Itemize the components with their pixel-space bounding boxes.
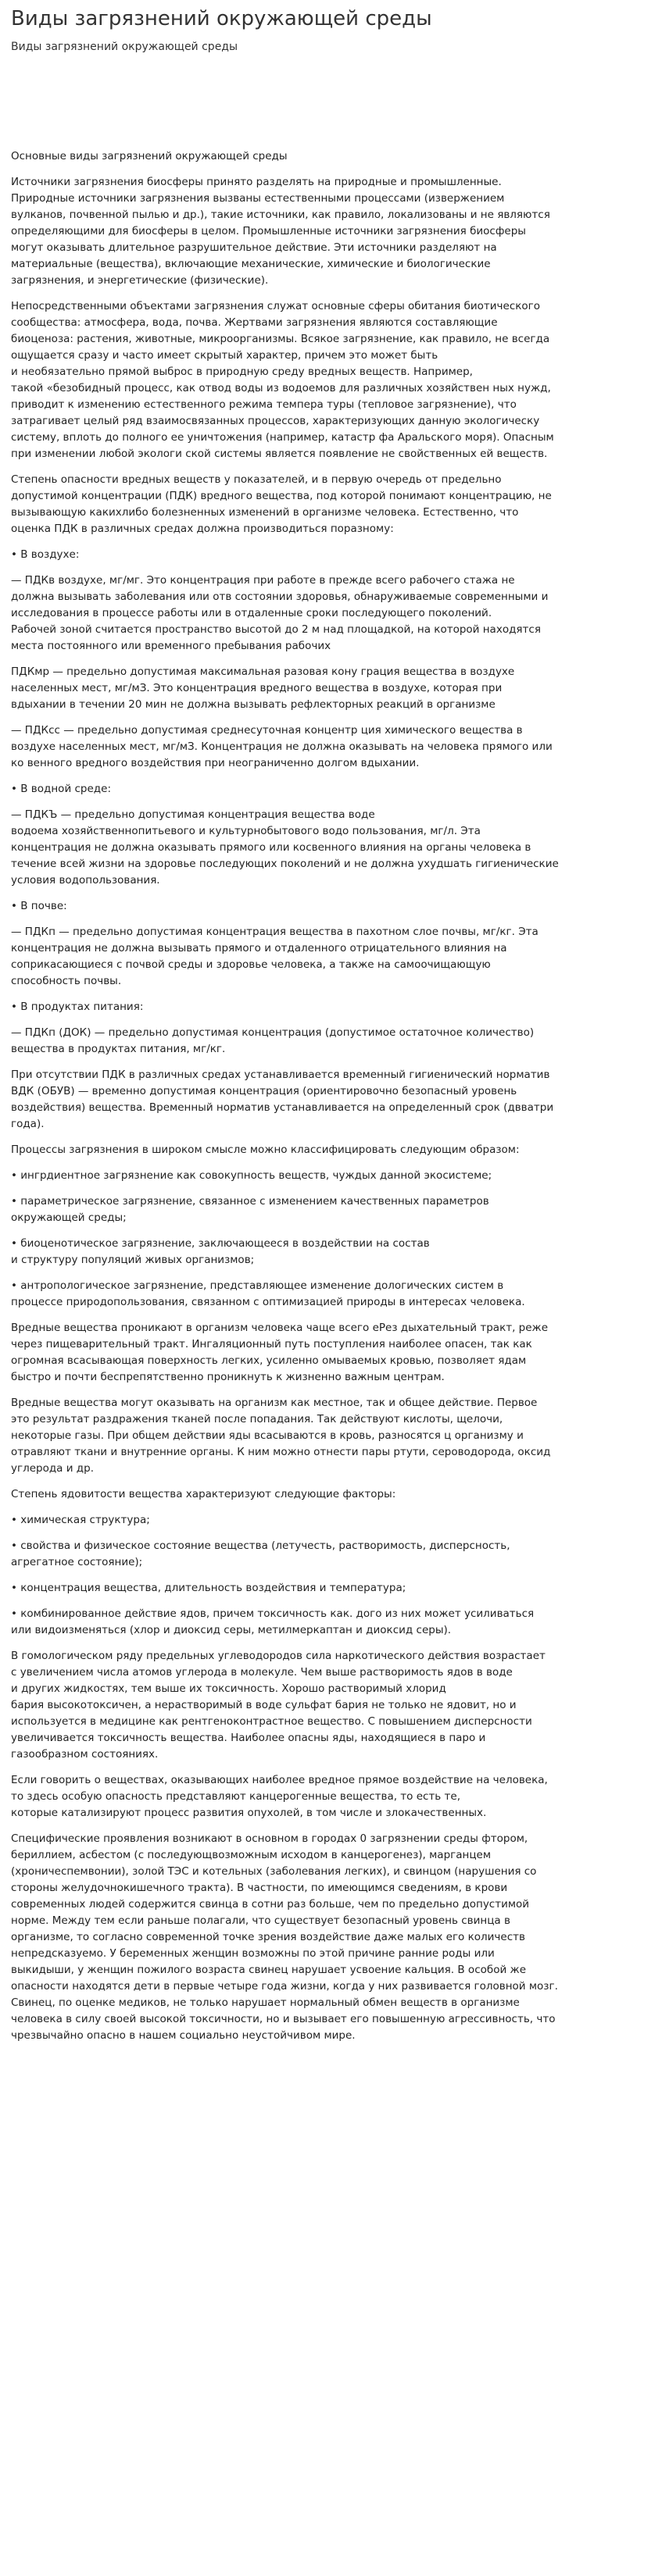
- paragraph: Если говорить о веществах, оказывающих наиболее вредное прямое воздействие на человека, то здесь особую опасность представляют канцерогенные вещества, то есть те, которые катализируют процесс развития опухолей, в том числе и злокачественных.: [11, 1774, 548, 1819]
- list-item: • ингрдиентное загрязнение как совокупность веществ, чуждых данной экосистеме;: [11, 1169, 492, 1182]
- article-body: [11, 174, 651, 2044]
- paragraph: Степень опасности вредных веществ у показателей, и в первую очередь от предельно допустимой концентрации (ПДК) вредного вещества, под которой понимают концентрацию, не вызывающую какихлибо болезненных изменений в организме человека. Естественно, что оценка ПДК в различных средах должна производиться поразному:: [11, 473, 552, 535]
- paragraph: Процессы загрязнения в широком смысле можно классифицировать следующим образом:: [11, 1144, 520, 1156]
- paragraph: Источники загрязнения биосферы принято разделять на природные и промышленные. Природные источники загрязнения вызваны естественными процессами (извержением вулканов, почвенной пылью и др.), такие источники, как правило, локализованы и не являются определяющими для биосферы в целом. Промышленные источники загрязнения биосферы могут оказывать длительное разрушительное действие. Эти источники разделяют на материальные (вещества), включающие механические, химические и биологические загрязнения, и энергетические (физические).: [11, 176, 550, 287]
- list-item: • биоценотическое загрязнение, заключающееся в воздействии на состав и структуру популяций живых организмов;: [11, 1237, 430, 1266]
- list-item: • концентрация вещества, длительность воздействия и температура;: [11, 1582, 406, 1594]
- list-item: • антропологическое загрязнение, представляющее изменение дологических систем в процессе природопользования, связанном с оптимизацией природы в интересах человека.: [11, 1279, 525, 1308]
- list-heading: • В воздухе:: [11, 548, 80, 561]
- paragraph: ПДКмр — предельно допустимая максимальная разовая кону грация вещества в воздухе населенных мест, мг/мЗ. Это концентрация вредного вещества в воздухе, которая при вдыхании в течении 20 мин не должна вызывать рефлекторных реакций в организме: [11, 665, 515, 711]
- page-subtitle: Виды загрязнений окружающей среды: [11, 41, 238, 53]
- paragraph: Степень ядовитости вещества характеризуют следующие факторы:: [11, 1488, 396, 1500]
- list-heading: • В почве:: [11, 900, 67, 912]
- page-title: Виды загрязнений окружающей среды: [11, 7, 432, 30]
- list-heading: • В водной среде:: [11, 783, 111, 795]
- paragraph: Специфические проявления возникают в основном в городах 0 загрязнении среды фтором, бериллием, асбестом (с последующвозможным исходом в канцерогенез), марганцем (хроничеспемвонии), золой ТЭС и котельных (заболевания легких), и свинцом (нарушения со стороны желудочнокишечного тракта). В частности, по имеющимся сведениям, в крови современных людей содержится свинца в сотни раз больше, чем по предельно допустимой норме. Между тем если раньше полагали, что существует безопасный уровень свинца в организме, то согласно современной точке зрения воздействие даже малых его количеств непредсказуемо. У беременных женщин возможны по этой причине ранние роды или выкидыши, у женщин пожилого возраста свинец нарушает усвоение кальция. В особой же опасности находятся дети в первые четыре года жизни, когда у них развивается головной мозг. Свинец, по оценке медиков, не только нарушает нормальный обмен веществ в организме человека в силу своей высокой токсичности, но и вызывает его повышенную агрессивность, что чрезвычайно опасно в нашем социально неустойчивом мире.: [11, 1832, 558, 2042]
- paragraph: — ПДКв воздухе, мг/мг. Это концентрация при работе в прежде всего рабочего стажа не должна вызывать заболевания или отв состоянии здоровья, обнаруживаемые современными и исследования в процессе работы или в отдаленные сроки последующего поколений. Рабочей зоной считается пространство высотой до 2 м над площадкой, на которой находятся места постоянного или временного пребывания рабочих: [11, 574, 549, 652]
- paragraph: Вредные вещества могут оказывать на организм как местное, так и общее действие. Первое это результат раздражения тканей после попадания. Так действуют кислоты, щелочи, некоторые газы. При общем действии яды всасываются в кровь, разносятся ц организму и отравляют ткани и внутренние органы. К ним можно отнести пары ртути, сероводорода, оксид углерода и др.: [11, 1397, 551, 1475]
- paragraph: — ПДКп (ДОК) — предельно допустимая концентрация (допустимое остаточное количество) вещества в продуктах питания, мг/кг.: [11, 1026, 535, 1055]
- paragraph: — ПДКп — предельно допустимая концентрация вещества в пахотном слое почвы, мг/кг. Эта концентрация не должна вызывать прямого и отдаленного отрицательного влияния на соприкасающиеся с почвой среды и здоровье человека, а также на самоочищающую способность почвы.: [11, 926, 539, 987]
- list-item: • химическая структура;: [11, 1514, 150, 1526]
- section-title: Основные виды загрязнений окружающей среды: [11, 150, 288, 162]
- paragraph: В гомологическом ряду предельных углеводородов сила наркотического действия возрастает с увеличением числа атомов углерода в молекуле. Чем выше растворимость ядов в воде и других жидкостях, тем выше их токсичность. Хорошо растворимый хлорид бария высокотоксичен, а нерастворимый в воде сульфат бария не только не ядовит, но и используется в медицине как рентгеноконтрастное вещество. С повышением дисперсности увеличивается токсичность вещества. Наиболее опасны яды, находящиеся в паро и газообразном состояниях.: [11, 1650, 546, 1761]
- list-item: • комбинированное действие ядов, причем токсичность как. дого из них может усиливаться или видоизменяться (хлор и диоксид серы, метилмеркаптан и диоксид серы).: [11, 1607, 535, 1636]
- paragraph: — ПДКсс — предельно допустимая среднесуточная концентр ция химического вещества в воздухе населенных мест, мг/мЗ. Концентрация не должна оказывать на человека прямого или ко венного вредного воздействия при неограниченно долгом вдыхании.: [11, 724, 553, 769]
- list-item: • параметрическое загрязнение, связанное с изменением качественных параметров окружающей среды;: [11, 1195, 489, 1224]
- list-item: • свойства и физическое состояние вещества (летучесть, растворимость, дисперсность, агрегатное состояние);: [11, 1540, 510, 1568]
- paragraph: Вредные вещества проникают в организм человека чаще всего еРез дыхательный тракт, реже через пищеварительный тракт. Ингаляционный путь поступления наиболее опасен, так как огромная всасывающая поверхность легких, усиленно омываемых кровью, позволяет ядам быстро и почти беспрепятственно проникнуть к жизненно важным центрам.: [11, 1322, 549, 1383]
- paragraph: Непосредственными объектами загрязнения служат основные сферы обитания биотического сообщества: атмосфера, вода, почва. Жертвами загрязнения являются составляющие биоценоза: растения, животные, микроорганизмы. Всякое загрязнение, как правило, не всегда ощущается сразу и часто имеет скрытый характер, причем это может быть и необязательно прямой выброс в природную среду вредных веществ. Например, такой «безобидный процесс, как отвод воды из водоемов для различных хозяйствен ных нужд, приводит к изменению естественного режима темпера туры (тепловое загрязнение), что затрагивает целый ряд взаимосвязанных процессов, характеризующих данную экологическу систему, вплоть до полного ее уничтожения (например, катастр фа Аральского моря). Опасным при изменении любой экологи ской системы является появление не свойственных ей веществ.: [11, 300, 554, 460]
- paragraph: При отсутствии ПДК в различных средах устанавливается временный гигиенический норматив ВДК (ОБУВ) — временно допустимая концентрация (ориентировочно безопасный уровень воздействия) вещества. Временный норматив устанавливается на определенный срок (двватри года).: [11, 1069, 554, 1130]
- list-heading: • В продуктах питания:: [11, 1001, 144, 1013]
- paragraph: — ПДКЪ — предельно допустимая концентрация вещества воде водоема хозяйственнопитьевого и культурнобытового водо пользования, мг/л. Эта концентрация не должна оказывать прямого или косвенного влияния на органы человека в течение всей жизни на здоровье последующих поколений и не должна ухудшать гигиенические условия водопользования.: [11, 808, 559, 887]
